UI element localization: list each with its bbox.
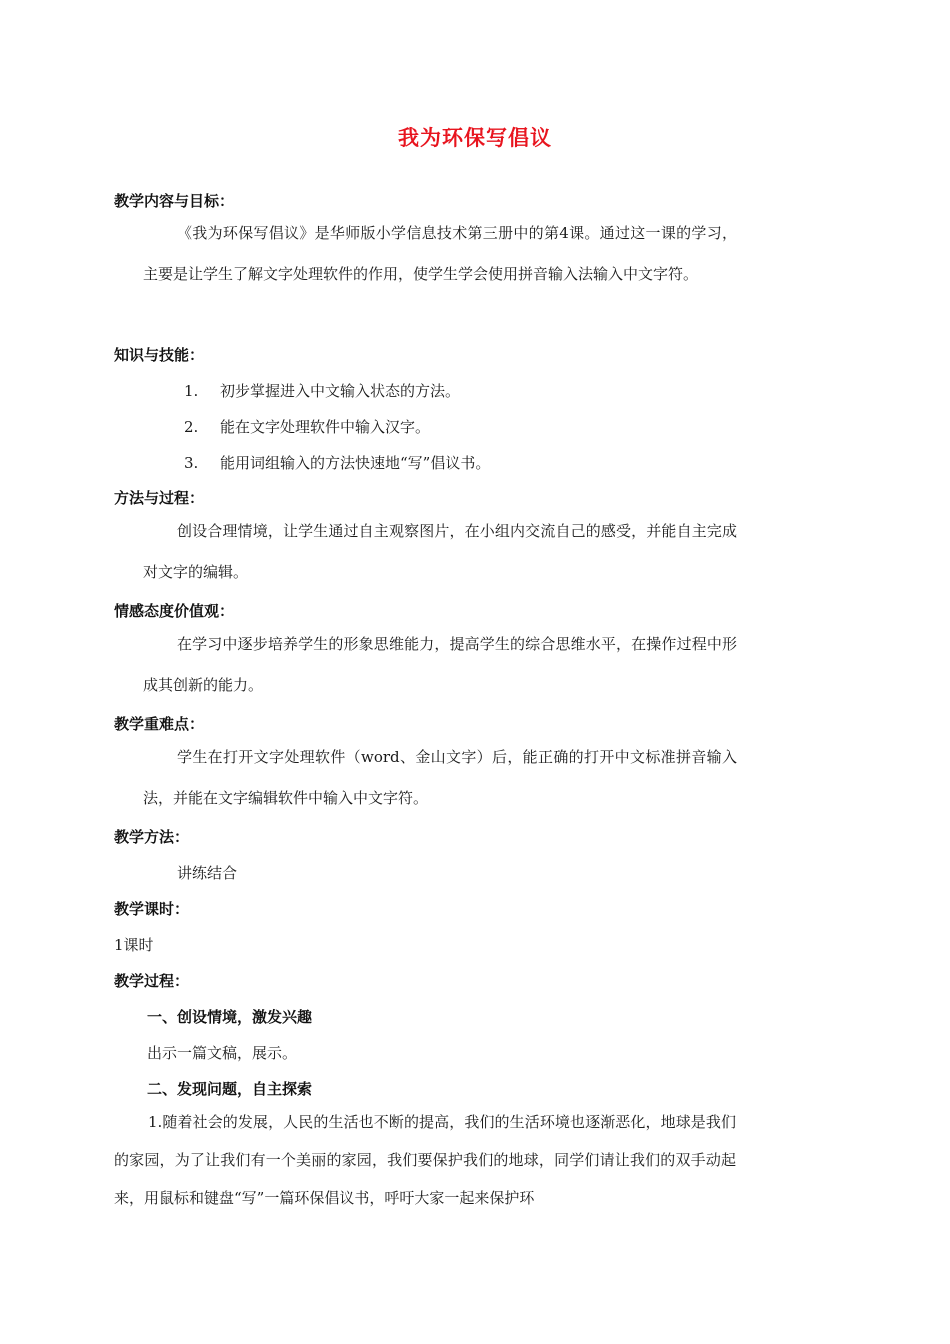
list-number: 1. — [184, 382, 199, 400]
process-step1-text: 出示一篇文稿，展示。 — [147, 1044, 298, 1062]
skills-list-item — [184, 380, 460, 401]
list-text: 能用词组输入的方法快速地“写”倡议书。 — [220, 454, 491, 472]
process-step1-title: 一、创设情境，激发兴趣 — [147, 1008, 313, 1026]
skills-list-item — [184, 452, 490, 473]
document-title: 我为环保写倡议 — [398, 126, 552, 150]
values-paragraph: 在学习中逐步培养学生的形象思维能力，提高学生的综合思维水平，在操作过程中形成其创新的能力。 — [143, 635, 737, 694]
teaching-method-heading: 教学方法： — [114, 828, 190, 846]
method-process-heading: 方法与过程： — [114, 489, 205, 507]
list-number: 3. — [184, 454, 199, 472]
key-points-heading: 教学重难点： — [114, 715, 205, 733]
hours-text: 1课时 — [114, 936, 154, 954]
values-heading: 情感态度价值观： — [114, 602, 235, 620]
key-points-paragraph: 学生在打开文字处理软件（word、金山文字）后，能正确的打开中文标准拼音输入法，并能在文字编辑软件中输入中文字符。 — [143, 748, 737, 807]
skills-heading: 知识与技能： — [114, 346, 205, 364]
skills-list-item — [184, 416, 430, 437]
teaching-method-text: 讲练结合 — [177, 864, 238, 882]
hours-heading: 教学课时： — [114, 900, 190, 918]
process-heading: 教学过程： — [114, 972, 190, 990]
list-number: 2. — [184, 418, 199, 436]
objectives-paragraph: 《我为环保写倡议》是华师版小学信息技术第三册中的第4课。通过这一课的学习，主要是让学生了解文字处理软件的作用，使学生学会使用拼音输入法输入中文字符。 — [143, 224, 737, 283]
list-text: 初步掌握进入中文输入状态的方法。 — [220, 382, 461, 400]
process-step2-paragraph: 1.随着社会的发展，人民的生活也不断的提高，我们的生活环境也逐渐恶化，地球是我们的家园，为了让我们有一个美丽的家园，我们要保护我们的地球，同学们请让我们的双手动起来，用鼠标和键盘“写”一篇环保倡议书，呼吁大家一起来保护环 — [114, 1113, 736, 1207]
process-step2-title: 二、发现问题，自主探索 — [147, 1080, 313, 1098]
method-process-paragraph: 创设合理情境，让学生通过自主观察图片，在小组内交流自己的感受，并能自主完成对文字的编辑。 — [143, 522, 737, 581]
list-text: 能在文字处理软件中输入汉字。 — [220, 418, 431, 436]
objectives-heading: 教学内容与目标： — [114, 192, 235, 210]
